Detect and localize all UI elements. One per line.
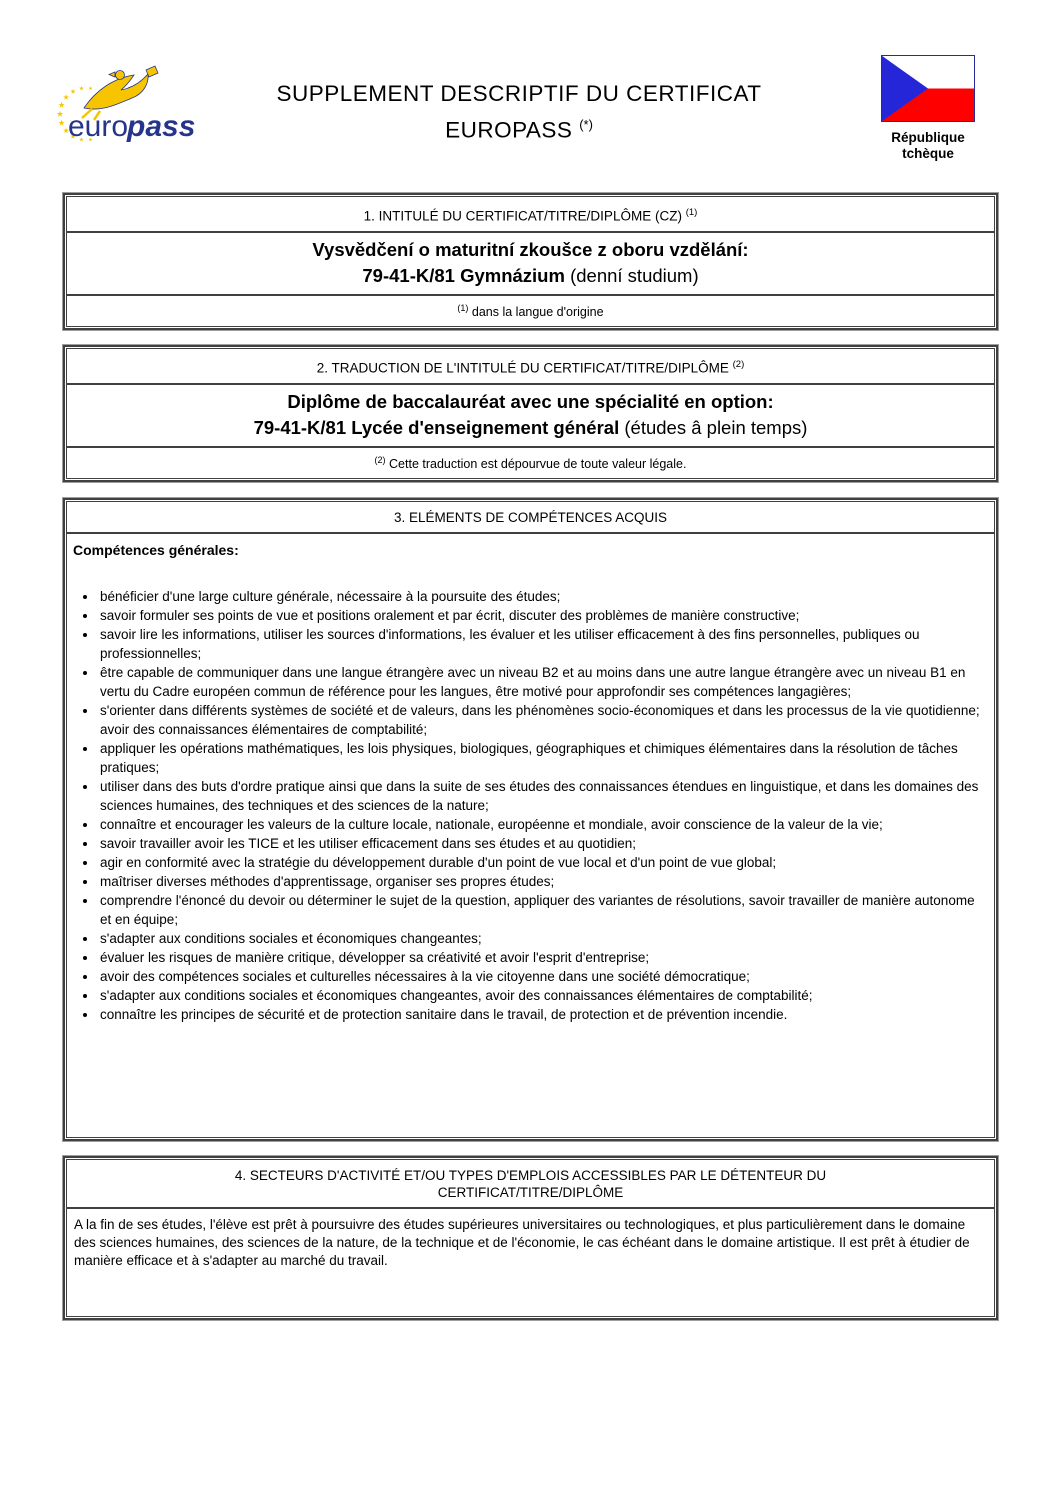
logo-text-euro: euro (68, 110, 129, 143)
certificate-title-fr-line1: Diplôme de baccalauréat avec une spécialité en option: (287, 391, 774, 413)
list-item: • évaluer les risques de manière critique, développer sa créativité et avoir l'esprit d'entreprise; (98, 948, 984, 967)
footnote-marker: (1) (457, 302, 469, 313)
footnote-marker: (2) (374, 454, 386, 465)
list-item: • s'adapter aux conditions sociales et économiques changeantes, avoir des connaissances élémentaires de comptabilité; (98, 986, 984, 1005)
section4-body (67, 1207, 994, 1316)
list-item: • connaître et encourager les valeurs de la culture locale, nationale, européenne et mondiale, avoir conscience de la valeur de la vie; (98, 815, 984, 834)
list-item: • s'orienter dans différents systèmes de société et de valeurs, dans les phénomènes socio-économiques et dans les processus de la vie quotidienne; avoir des connaissances élémentaires de comptabilité; (98, 701, 984, 739)
list-item: • savoir formuler ses points de vue et positions oralement et par écrit, discuter des problèmes de manière constructive; (98, 606, 984, 625)
list-item: • avoir des compétences sociales et culturelles nécessaires à la vie citoyenne dans une société démocratique; (98, 967, 984, 986)
list-item: • agir en conformité avec la stratégie du développement durable d'un point de vue local et d'un point de vue global; (98, 853, 984, 872)
country-label: République tchèque (891, 130, 965, 161)
certificate-title-fr-line2: 79-41-K/81 Lycée d'enseignement général (études â plein temps) (253, 417, 808, 439)
section-title-translation (63, 345, 998, 482)
section2-body (67, 383, 994, 446)
list-item: • connaître les principes de sécurité et de protection sanitaire dans le travail, de protection et de prévention incendie. (98, 1005, 984, 1024)
competences-subtitle: Compétences générales: (73, 542, 239, 558)
section4-header: 4. SECTEURS D'ACTIVITÉ ET/OU TYPES D'EMPLOIS ACCESSIBLES PAR LE DÉTENTEUR DU CERTIFICAT/TITRE/DIPLÔME (234, 1168, 827, 1200)
title-footnote-marker: (*) (579, 117, 593, 132)
certificate-title-cz-line2: 79-41-K/81 Gymnázium (denní studium) (362, 265, 699, 287)
section3-body (67, 532, 994, 1137)
footnote-marker: (2) (732, 359, 745, 370)
sector-paragraph: A la fin de ses études, l'élève est prêt à poursuivre des études supérieures universitaires ou technologiques, et plus particulièrement dans le domaine des sciences humaines, des sciences de la nature, de la technique et de l'économie, le cas échéant dans le domaine artistique. Il est prêt à étudier de manière efficace et à s'adapter au marché du travail. (74, 1217, 970, 1268)
section-competences (63, 498, 998, 1141)
list-item: • savoir travailler avoir les TICE et les utiliser efficacement dans ses études et au quotidien; (98, 834, 984, 853)
list-item: • bénéficier d'une large culture générale, nécessaire à la poursuite des études; (98, 587, 984, 606)
list-item: • comprendre l'énoncé du devoir ou déterminer le sujet de la question, appliquer des variantes de résolutions, savoir travailler de manière autonome et en équipe; (98, 891, 984, 929)
section2-header: 2. TRADUCTION DE L'INTITULÉ DU CERTIFICAT/TITRE/DIPLÔME $^{(2)}$ (316, 359, 745, 376)
section3-header: 3. ELÉMENTS DE COMPÉTENCES ACQUIS (393, 510, 668, 525)
list-item: • s'adapter aux conditions sociales et économiques changeantes; (98, 929, 984, 948)
list-item: • appliquer les opérations mathématiques, les lois physiques, biologiques, géographiques et chimiques élémentaires dans la résolution de tâches pratiques; (98, 739, 984, 777)
section-employment-sectors (63, 1156, 998, 1320)
list-item: • être capable de communiquer dans une langue étrangère avec un niveau B2 et au moins dans une autre langue étrangère avec un niveau B1 en vertu du Cadre européen commun de référence pour les langues, être motivé pour approfondir ses compétences langagières; (98, 663, 984, 701)
page-title (199, 78, 839, 146)
footnote-marker: (1) (685, 207, 698, 218)
page-title-line2: EUROPASS (*) (445, 117, 593, 143)
europass-logo-icon (56, 64, 206, 149)
section1-footnote: $^{(1)}$ dans la langue d'origine (67, 294, 994, 326)
section1-body (67, 231, 994, 294)
czech-flag-icon (881, 55, 975, 122)
section1-header: 1. INTITULÉ DU CERTIFICAT/TITRE/DIPLÔME (CZ) $^{(1)}$ (363, 207, 698, 224)
section2-footnote: $^{(2)}$ Cette traduction est dépourvue de toute valeur légale. (67, 446, 994, 478)
list-item: • utiliser dans des buts d'ordre pratique ainsi que dans la suite de ses études des connaissances étendues en linguistique, et dans les domaines des sciences humaines, des techniques et des sciences de la nature; (98, 777, 984, 815)
competences-list (72, 587, 988, 1024)
list-item: • savoir lire les informations, utiliser les sources d'informations, les évaluer et les utiliser efficacement à des fins personnelles, publiques ou professionnelles; (98, 625, 984, 663)
list-item: • maîtriser diverses méthodes d'apprentissage, organiser ses propres études; (98, 872, 984, 891)
logo-text-pass: pass (127, 110, 196, 143)
section-certificate-title (63, 193, 998, 330)
certificate-title-cz-line1: Vysvědčení o maturitní zkoušce z oboru vzdělání: (312, 239, 749, 261)
country-block (878, 55, 978, 162)
page-title-line1: SUPPLEMENT DESCRIPTIF DU CERTIFICAT (276, 81, 762, 106)
